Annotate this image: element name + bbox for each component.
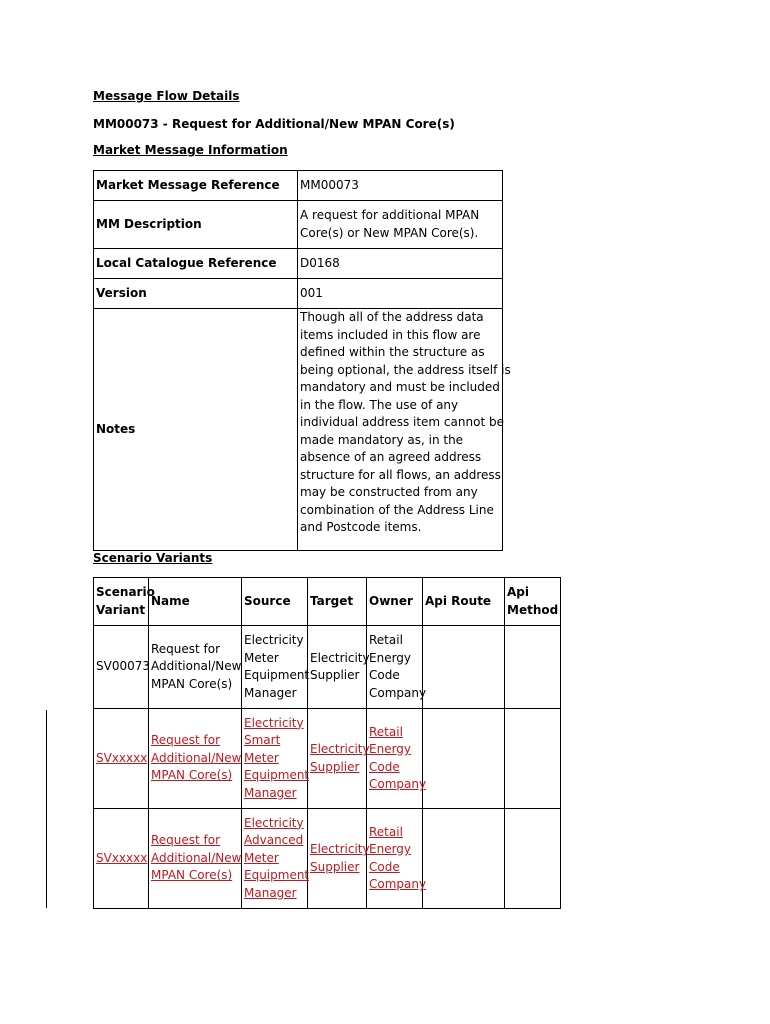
cell-text-line: absence of an agreed address: [300, 450, 482, 464]
cell-text-line[interactable]: Advanced: [244, 833, 304, 848]
cell-text-line: Additional/New: [151, 659, 242, 674]
cell-text-line: structure for all flows, an address: [300, 467, 501, 482]
header-owner: [367, 578, 423, 626]
cell-text-line[interactable]: Retail: [369, 724, 403, 739]
info-row: [94, 309, 503, 551]
info-row: [94, 279, 503, 309]
info-value: [298, 171, 503, 201]
cell-text-line[interactable]: Energy: [369, 842, 412, 856]
cell-text-line[interactable]: MPAN Core(s): [151, 868, 233, 883]
market-message-info-table: [93, 170, 511, 551]
cell-text-line: Though all of the address data: [300, 310, 484, 324]
cell-text-line: Name: [151, 593, 190, 608]
cell-text-line[interactable]: SVxxxxx: [96, 750, 148, 765]
cell-text-line[interactable]: Additional/New: [151, 850, 242, 865]
cell-text-line[interactable]: Electricity: [244, 815, 304, 830]
cell-text-line[interactable]: Equipment: [244, 768, 310, 783]
cell-text-line[interactable]: Additional/New: [151, 750, 242, 765]
cell-text-line: Equipment: [244, 668, 310, 682]
header-name: [149, 578, 242, 626]
cell-text-line[interactable]: Request for: [151, 833, 221, 848]
cell-api-method: [505, 809, 561, 909]
cell-text-line: SV00073: [96, 659, 150, 674]
cell-text-line: and Postcode items.: [300, 520, 422, 534]
cell-text-line: Energy: [369, 650, 412, 665]
cell-text-line: Target: [310, 593, 354, 608]
header-variant: [94, 578, 155, 626]
cell-text-line: 001: [300, 285, 323, 300]
scenario-variants-heading: Scenario Variants: [93, 551, 213, 565]
cell-text-line[interactable]: Electricity: [310, 842, 370, 856]
cell-text-line[interactable]: Energy: [369, 742, 412, 756]
cell-owner: [367, 709, 427, 809]
scenario-header-row: [94, 578, 561, 626]
cell-variant: [94, 709, 149, 809]
info-label: MM Description: [94, 201, 298, 249]
info-value: [298, 249, 503, 279]
info-row: [94, 249, 503, 279]
cell-text-line: combination of the Address Line: [300, 502, 494, 517]
cell-text-line[interactable]: Company: [369, 877, 427, 891]
cell-variant: [94, 809, 149, 909]
cell-name: [149, 626, 242, 709]
cell-text-line: Supplier: [310, 668, 360, 682]
cell-text-line: may be constructed from any: [300, 485, 478, 499]
cell-text-line: being optional, the address itself is: [300, 362, 511, 377]
change-bar: [46, 710, 47, 908]
cell-text-line[interactable]: Equipment: [244, 868, 310, 883]
cell-text-line[interactable]: Manager: [244, 785, 297, 800]
cell-text-line: D0168: [300, 255, 340, 270]
cell-name: [149, 709, 242, 809]
scenario-row: [94, 626, 561, 709]
cell-text-line: items included in this flow are: [300, 327, 481, 342]
scenario-row: [94, 709, 561, 809]
cell-text-line: Api Route: [425, 593, 492, 608]
cell-text-line: Scenario: [96, 585, 155, 599]
cell-api-route: [423, 809, 505, 909]
cell-text-line[interactable]: Smart: [244, 733, 281, 748]
info-label: Market Message Reference: [94, 171, 298, 201]
cell-text-line: MPAN Core(s): [151, 676, 233, 691]
cell-text-line: Retail: [369, 633, 403, 647]
header-api-route: [423, 578, 505, 626]
cell-text-line: made mandatory as, in the: [300, 432, 464, 447]
cell-text-line: Method: [507, 602, 559, 617]
header-api-method: [505, 578, 561, 626]
cell-text-line: Company: [369, 685, 427, 700]
cell-text-line[interactable]: Manager: [244, 885, 297, 900]
cell-text-line: Api: [507, 585, 529, 599]
flow-title: MM00073 - Request for Additional/New MPAN Core(s): [93, 117, 455, 131]
header-source: [242, 578, 308, 626]
cell-text-line: Variant: [96, 602, 146, 617]
cell-text-line: A request for additional MPAN: [300, 208, 480, 222]
market-info-heading: Market Message Information: [93, 143, 288, 157]
cell-text-line: Electricity: [310, 650, 370, 665]
cell-text-line: mandatory and must be included: [300, 380, 500, 394]
scenario-row: [94, 809, 561, 909]
cell-text-line: individual address item cannot be: [300, 415, 504, 429]
info-row: [94, 171, 503, 201]
cell-text-line: Electricity: [244, 633, 304, 647]
cell-text-line: MM00073: [300, 177, 359, 192]
cell-source: [242, 709, 308, 809]
cell-owner: [367, 626, 427, 709]
info-value: [298, 309, 511, 551]
cell-text-line[interactable]: Code: [369, 759, 400, 774]
cell-source: [242, 626, 308, 709]
cell-api-route: [423, 709, 505, 809]
cell-text-line[interactable]: Request for: [151, 733, 221, 748]
cell-api-method: [505, 709, 561, 809]
info-label: Notes: [94, 309, 298, 551]
cell-text-line[interactable]: Meter: [244, 750, 279, 765]
cell-text-line[interactable]: Supplier: [310, 859, 360, 874]
cell-text-line: Manager: [244, 685, 297, 700]
cell-variant: [94, 626, 149, 709]
cell-api-route: [423, 626, 505, 709]
cell-text-line[interactable]: Code: [369, 859, 400, 874]
info-label: Local Catalogue Reference: [94, 249, 298, 279]
cell-text-line[interactable]: MPAN Core(s): [151, 768, 233, 783]
cell-text-line: Meter: [244, 650, 279, 665]
cell-text-line: Core(s) or New MPAN Core(s).: [300, 225, 479, 240]
cell-target: [308, 809, 370, 909]
cell-text-line: in the flow. The use of any: [300, 397, 459, 412]
info-row: [94, 201, 503, 249]
cell-name: [149, 809, 242, 909]
cell-text-line: Source: [244, 593, 291, 608]
header-target: [308, 578, 367, 626]
cell-text-line: defined within the structure as: [300, 345, 485, 359]
info-value: [298, 201, 503, 249]
flow-details-heading: Message Flow Details: [93, 89, 240, 103]
cell-text-line[interactable]: Electricity: [244, 715, 304, 730]
cell-text-line[interactable]: Electricity: [310, 742, 370, 756]
cell-source: [242, 809, 308, 909]
cell-text-line: Request for: [151, 641, 221, 656]
cell-target: [308, 626, 370, 709]
cell-text-line[interactable]: Meter: [244, 850, 279, 865]
info-label: Version: [94, 279, 298, 309]
cell-text-line[interactable]: Company: [369, 777, 427, 791]
cell-api-method: [505, 626, 561, 709]
info-value: [298, 279, 503, 309]
scenario-variants-table: [93, 577, 561, 909]
cell-text-line: Owner: [369, 593, 413, 608]
cell-text-line: Code: [369, 668, 400, 682]
cell-target: [308, 709, 370, 809]
cell-text-line[interactable]: SVxxxxx: [96, 850, 148, 865]
cell-owner: [367, 809, 427, 909]
cell-text-line[interactable]: Retail: [369, 824, 403, 839]
cell-text-line[interactable]: Supplier: [310, 759, 360, 774]
